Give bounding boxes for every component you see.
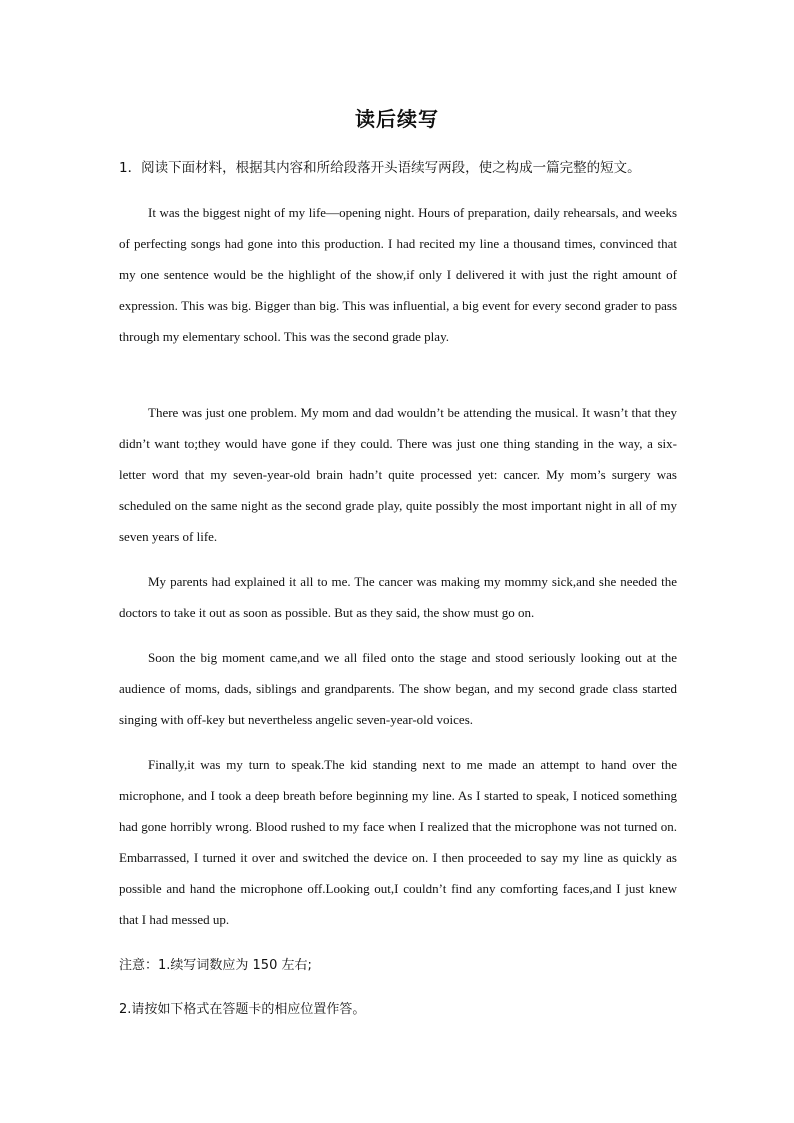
note-line-2: 2.请按如下格式在答题卡的相应位置作答。 <box>119 1002 366 1017</box>
paragraph-2: There was just one problem. My mom and dad wouldn’t be attending the musical. It wasn’t that they didn’t want to;they would have gone if they could. There was just one thing standing in the way, a six-letter word that my seven-year-old brain hadn’t quite processed yet: cancer. My mom’s surgery was scheduled on the same night as the second grade play, quite possibly the most important night in all of my seven years of life. <box>119 405 677 544</box>
note-line-1: 注意：1.续写词数应为 150 左右; <box>119 958 312 973</box>
paragraph-4: Soon the big moment came,and we all filed onto the stage and stood seriously looking out at the audience of moms, dads, siblings and grandparents. The show began, and my second grade class started singing with off-key but nevertheless angelic seven-year-old voices. <box>119 650 677 727</box>
paragraph-1: It was the biggest night of my life—opening night. Hours of preparation, daily rehearsals, and weeks of perfecting songs had gone into this production. I had recited my line a thousand times, convinced that my one sentence would be the highlight of the show,if only I delivered it with just the right amount of expression. This was big. Bigger than big. This was influential, a big event for every second grader to pass through my elementary school. This was the second grade play. <box>119 205 677 344</box>
paragraph-3: My parents had explained it all to me. The cancer was making my mommy sick,and she needed the doctors to take it out as soon as possible. But as they said, the show must go on. <box>119 574 677 620</box>
task-instruction: 1．阅读下面材料，根据其内容和所给段落开头语续写两段，使之构成一篇完整的短文。 <box>119 160 641 176</box>
paragraph-5: Finally,it was my turn to speak.The kid standing next to me made an attempt to hand over the microphone, and I took a deep breath before beginning my line. As I started to speak, I noticed something had gone horribly wrong. Blood rushed to my face when I realized that the microphone was not turned on. Embarrassed, I turned it over and switched the device on. I then proceeded to say my line as quickly as possible and hand the microphone off.Looking out,I couldn’t find any comforting faces,and I just knew that I had messed up. <box>119 757 677 927</box>
document-title: 读后续写 <box>355 107 439 131</box>
